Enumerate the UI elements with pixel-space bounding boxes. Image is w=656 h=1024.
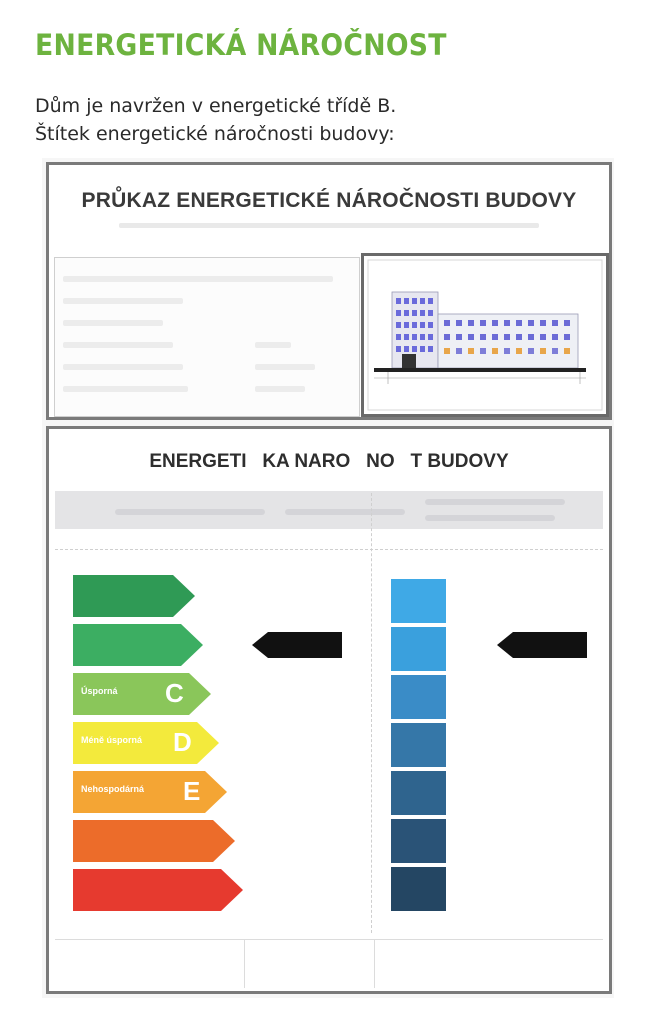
energy-class-arrow: [73, 575, 195, 617]
scale-segment: [391, 771, 446, 815]
rating-title: ENERGETI KA NARO NO T BUDOVY: [149, 451, 509, 472]
rating-arrow-icon: [497, 632, 587, 658]
column-divider: [371, 493, 372, 933]
info-row: [255, 386, 305, 392]
energy-certificate-scan: [42, 158, 614, 998]
energy-class-arrow: [73, 820, 235, 862]
rating-arrow-icon: [252, 632, 342, 658]
energy-class-bar-e: Nehospodárná E: [73, 771, 227, 813]
blurred-text: [285, 509, 405, 515]
info-row: [63, 342, 173, 348]
rating-footer: [55, 939, 603, 987]
scale-segment: [391, 723, 446, 767]
blurred-text: [425, 515, 555, 521]
energy-class-arrow: [73, 624, 203, 666]
energy-class-bar-d: Méně úsporná D: [73, 722, 219, 764]
header-divider: [55, 549, 603, 550]
info-row: [255, 364, 315, 370]
page-heading: ENERGETICKÁ NÁROČNOST: [35, 28, 447, 62]
energy-class-bar-b: [73, 624, 203, 666]
building-photo: [361, 253, 609, 417]
certificate-title: PRŮKAZ ENERGETICKÉ NÁROČNOSTI BUDOVY: [81, 189, 577, 212]
energy-class-bar-g: [73, 869, 243, 911]
blurred-text: [425, 499, 565, 505]
energy-rating-panel: [46, 426, 612, 994]
certificate-header-panel: [46, 162, 612, 420]
blurred-text: [115, 509, 265, 515]
rating-marker-left: [252, 632, 342, 663]
scale-segment: [391, 627, 446, 671]
footer-cell: [245, 940, 375, 988]
building-info-box: [54, 257, 360, 417]
rating-marker-right: [497, 632, 587, 663]
info-row: [63, 386, 188, 392]
footer-cell: [55, 940, 245, 988]
intro-line-1: Dům je navržen v energetické třídě B.: [35, 95, 397, 117]
energy-class-bar-f: [73, 820, 235, 862]
info-row: [255, 342, 291, 348]
column-header-band: [55, 491, 603, 529]
intro-text: [35, 92, 396, 148]
energy-class-arrow: [73, 869, 243, 911]
info-row: [63, 298, 183, 304]
intro-line-2: Štítek energetické náročnosti budovy:: [35, 123, 395, 145]
scale-segment: [391, 867, 446, 911]
faint-subtitle-line: [119, 223, 539, 228]
info-row: [63, 276, 333, 282]
info-row: [63, 364, 183, 370]
energy-class-bar-a: [73, 575, 195, 617]
building-elevation-drawing: [364, 256, 606, 414]
scale-segment: [391, 675, 446, 719]
scale-segment: [391, 819, 446, 863]
info-row: [63, 320, 163, 326]
energy-class-bar-c: Úsporná C: [73, 673, 211, 715]
scale-segment: [391, 579, 446, 623]
